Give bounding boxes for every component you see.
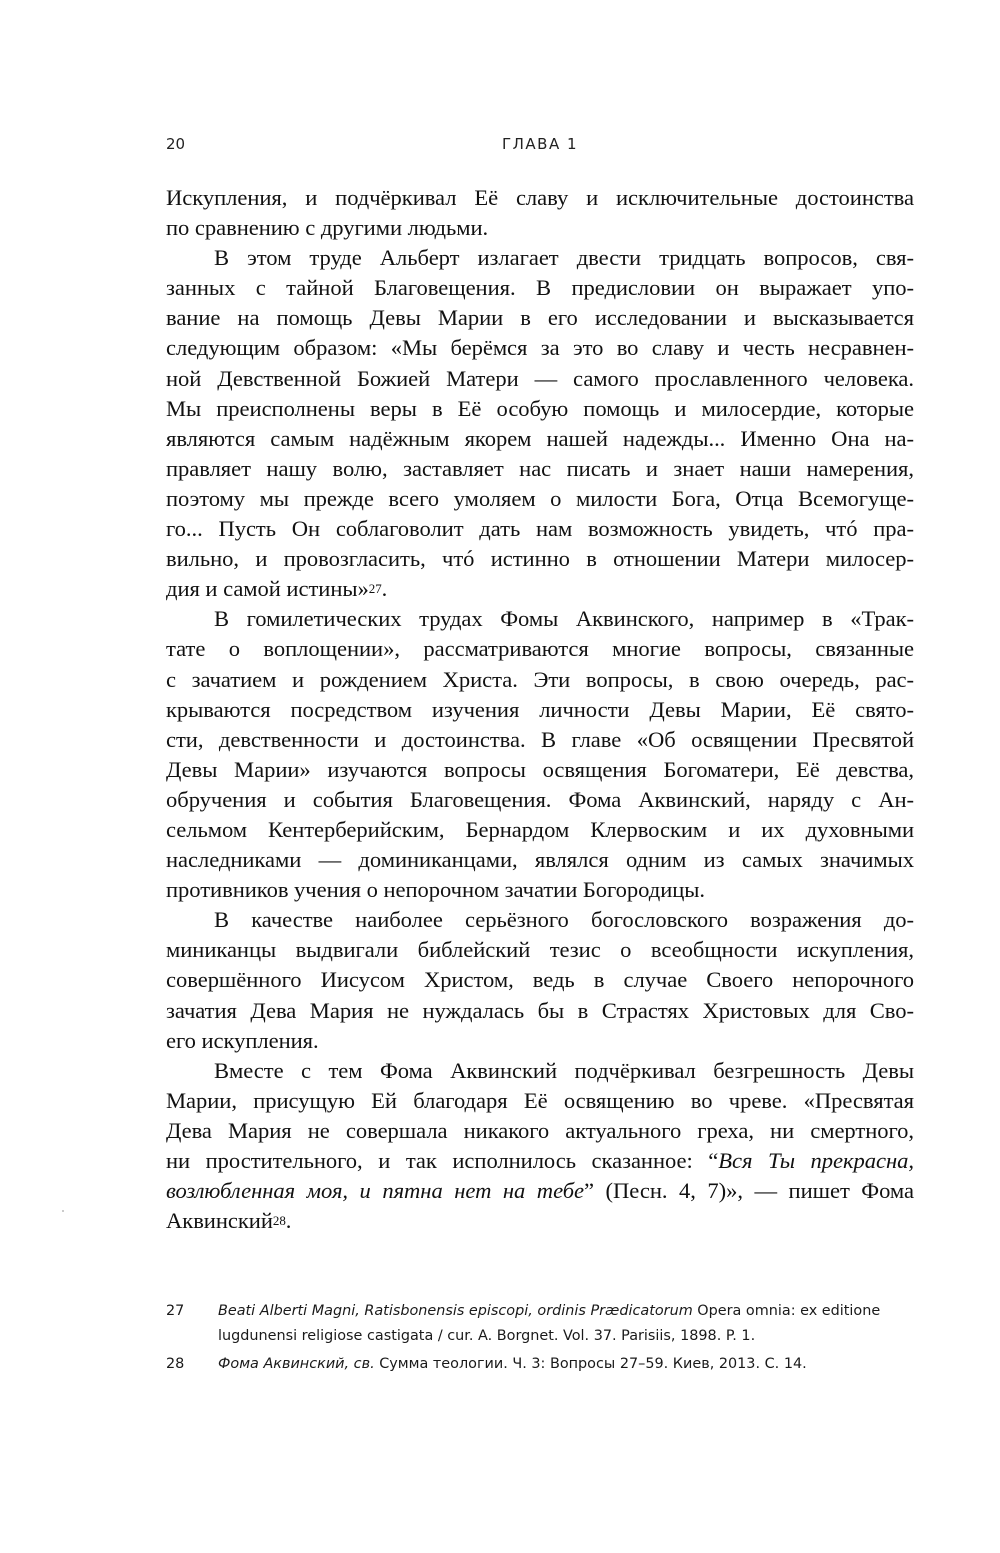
text-line: Искупления, и подчёркивал Её славу и исключительные достоинства (166, 185, 914, 210)
footnote-ref-27[interactable]: 27 (368, 581, 382, 597)
footnote-27 (166, 1299, 926, 1349)
text-line: занных с тайной Благовещения. В предисловии он выражает упо- (166, 275, 914, 301)
text-run: Аквинский (166, 1208, 273, 1234)
chapter-title: ГЛАВА 1 (501, 135, 579, 153)
footnote-text: Opera omnia: ex editione (692, 1303, 881, 1319)
text-line: следующим образом: «Мы берёмся за это во славу и честь несравнен- (166, 335, 914, 361)
footnote-line (218, 1299, 926, 1324)
footnote-italic: Beati Alberti Magni, Ratisbonensis episcopi, ordinis Prædicatorum (218, 1303, 693, 1319)
text-line: вание на помощь Девы Марии в его исследовании и высказывается (166, 305, 914, 331)
paragraph-start: Вместе с тем Фома Аквинский подчёркивал безгрешность Девы (214, 1057, 914, 1083)
footnotes (166, 1299, 926, 1377)
text-line: поэтому мы прежде всего умоляем о милости Бога, Отца Всемогуще- (166, 485, 914, 511)
text-line (166, 1176, 914, 1206)
text-line (166, 1146, 914, 1176)
quote-italic: Вся Ты прекрасна, (718, 1148, 915, 1173)
text-line: Марии, присущую Ей благодаря Её освящению во чреве. «Пресвятая (166, 1087, 914, 1113)
text-line: миниканцы выдвигали библейский тезис о всеобщности искупления, (166, 937, 914, 963)
text-line: го... Пусть Он соблаговолит дать нам возможность увидеть, чтó пра- (166, 516, 914, 542)
footnote-ref-28[interactable]: 28 (272, 1213, 286, 1229)
text-line: вильно, и провозгласить, чтó истинно в отношении Матери милосер- (166, 546, 914, 572)
text-line: противников учения о непорочном зачатии Богородицы. (166, 877, 706, 903)
main-text (166, 183, 914, 1236)
quote-italic: возлюбленная моя, и пятна нет на тебе (166, 1178, 585, 1204)
footnote-28 (166, 1352, 926, 1377)
text-line: сти, девственности и достоинства. В главе «Об освящении Пресвятой (166, 726, 914, 752)
text-line: Дева Мария не совершала никакого актуального греха, ни смертного, (166, 1117, 914, 1143)
footnote-number: 28 (166, 1356, 185, 1372)
text-line: его искупления. (166, 1027, 319, 1053)
footnote-text: Сумма теологии. Ч. 3: Вопросы 27–59. Киев, 2013. С. 14. (374, 1356, 807, 1372)
text-line: обручения и события Благовещения. Фома Аквинский, наряду с Ан- (166, 786, 914, 812)
text-run: ” (Песн. 4, 7)», — пишет Фома (584, 1178, 914, 1204)
text-line: совершённого Иисусом Христом, ведь в случае Своего непорочного (166, 967, 914, 993)
scan-speck (62, 1210, 64, 1212)
text-run: ни простительного, и так исполнилось сказанное: “ (166, 1148, 719, 1173)
footnote-line: lugdunensi religiose castigata / cur. A. Borgnet. Vol. 37. Parisiis, 1898. P. 1. (218, 1328, 756, 1344)
text-line: ной Девственной Божией Матери — самого прославленного человека. (166, 365, 914, 391)
running-head (166, 135, 914, 159)
footnote-number: 27 (166, 1303, 185, 1319)
text-run: дия и самой истины» (166, 576, 369, 602)
text-line (166, 574, 914, 604)
text-line: сельмом Кентерберийским, Бернардом Клервоским и их духовными (166, 816, 914, 842)
text-line (166, 1206, 914, 1236)
text-run: . (285, 1208, 292, 1234)
text-line: являются самым надёжным якорем нашей надежды... Именно Она на- (166, 425, 914, 451)
text-run: . (381, 576, 388, 602)
text-line: крываются посредством изучения личности Девы Марии, Её свято- (166, 696, 914, 722)
text-line: Мы преисполнены веры в Её особую помощь и милосердие, которые (166, 395, 914, 421)
text-line: с зачатием и рождением Христа. Эти вопросы, в свою очередь, рас- (166, 666, 914, 692)
paragraph-start: В гомилетических трудах Фомы Аквинского, например в «Трак- (214, 606, 914, 632)
page-number: 20 (166, 135, 186, 153)
paragraph-start: В качестве наиболее серьёзного богословского возражения до- (214, 907, 914, 933)
text-line: наследниками — доминиканцами, являлся одним из самых значимых (166, 847, 914, 873)
footnote-italic: Фома Аквинский, св. (218, 1356, 375, 1372)
text-line: по сравнению с другими людьми. (166, 215, 489, 241)
footnote-line (218, 1352, 926, 1377)
text-line: правляет нашу волю, заставляет нас писать и знает наши намерения, (166, 455, 914, 481)
text-line: зачатия Дева Мария не нуждалась бы в Страстях Христовых для Сво- (166, 997, 914, 1023)
paragraph-start: В этом труде Альберт излагает двести тридцать вопросов, свя- (214, 245, 914, 271)
text-line: Девы Марии» изучаются вопросы освящения Богоматери, Её девства, (166, 756, 914, 782)
text-line: тате о воплощении», рассматриваются многие вопросы, связанные (166, 636, 914, 662)
